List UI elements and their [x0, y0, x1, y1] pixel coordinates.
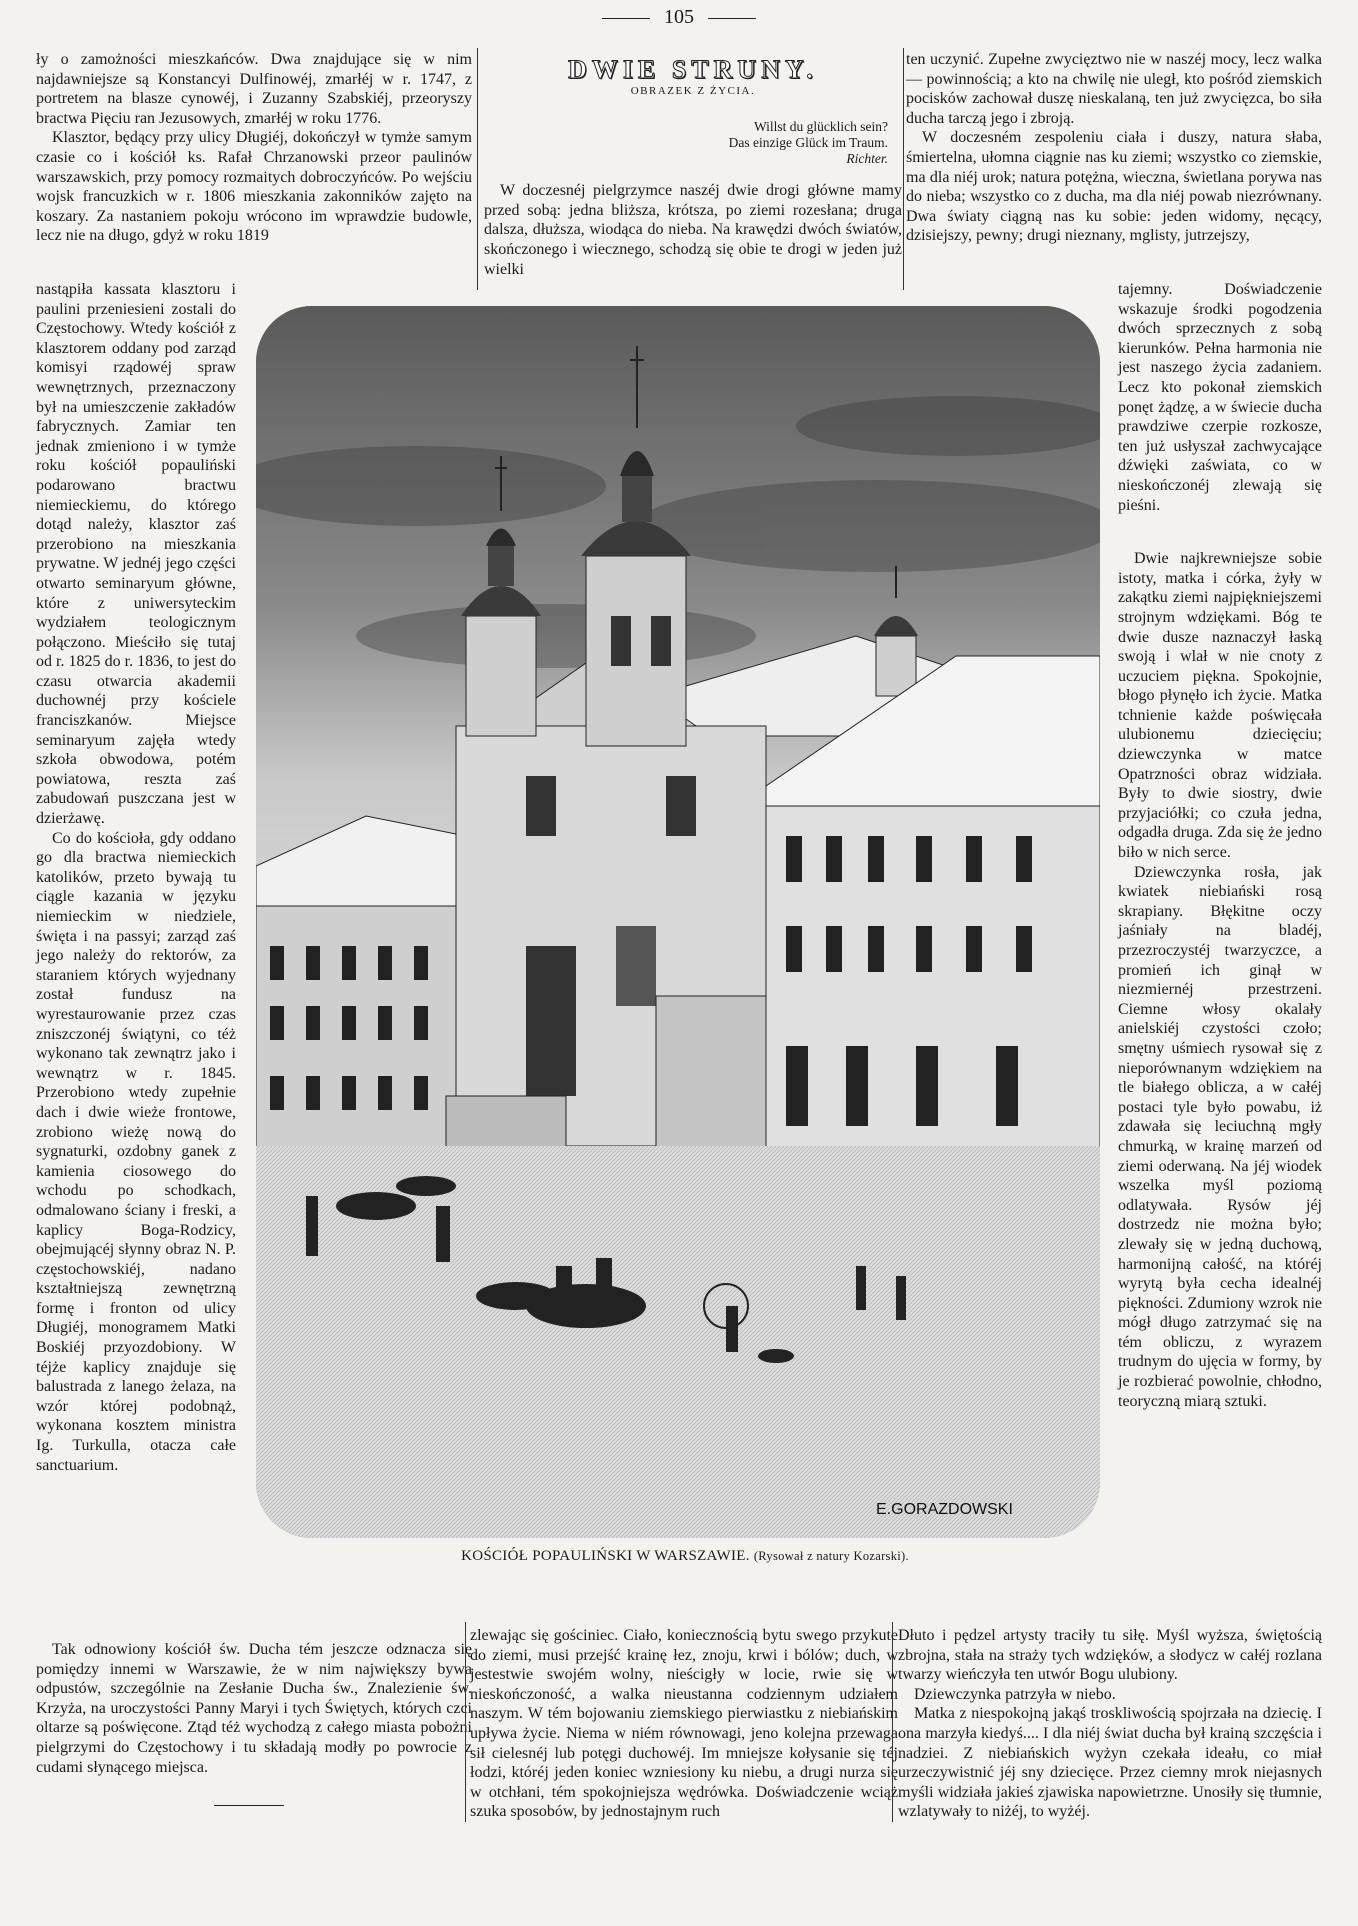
paragraph: ły o zamożności mieszkańców. Dwa znajdujące się w nim najdawniejsze są Konstancyi Dulfinowéj, zmarłéj w r. 1747, z portretem na blasze cynowéj, i Zuzanny Szabskiéj, przeoryszy bractwa Pięciu ran Jezusowych, zmarłéj w roku 1776. [36, 51, 472, 127]
paragraph: zlewając się gościniec. Ciało, koniecznością bytu swego przykute do ziemi, musi przejść krainę łez, znoju, krwi i bólów; duch, w jestestwie swojém wolny, nieścigły w locie, rwie się w nieskończoność, a walka nieustanna codziennym udziałem naszym. W tém bojowaniu ziemskiego pierwiastku z niebiańskim upływa życie. Niema w niém równowagi, jeno kolejna przewaga sił cielesnéj lub potęgi duchowéj. Im mniejsze kołysanie się téj łodzi, któréj jeden koniec wzniesiony ku niebu, a drugi nurza się w otchłani, tém spokojniejsza wędrówka. Doświadczenie wciąż szuka sposobów, by jednostajnym ruch [470, 1627, 898, 1821]
epigraph-author: Richter. [846, 151, 888, 167]
header-rule-left [602, 18, 650, 19]
paragraph: W doczesnéj pielgrzymce naszéj dwie drogi główne mamy przed sobą: jedna bliższa, krótsza, po ziemi rozesłana; druga dalsza, dłuższa, wiodąca do nieba. Na krawędzi dwóch światów, skończonego i wiecznego, schodzą się obie te drogi w jeden już wielki [484, 182, 902, 278]
page-number-header [0, 6, 1358, 29]
caption-title: KOŚCIÓŁ POPAULIŃSKI W WARSZAWIE. [461, 1548, 750, 1564]
section-end-rule [214, 1805, 284, 1806]
left-column-side [36, 280, 236, 1475]
column-rule-left-bottom [465, 1622, 466, 1822]
paragraph: Co do kościoła, gdy oddano go dla bractwa niemieckich katolików, przeto bywają tu ciągle kazania w języku niemieckim w niedziele, święta i na passyi; zarząd zaś jego należy do rektorów, za staraniem których wyjednany został fundusz na wyrestaurowanie przez czas zniszczonéj świątyni, co téż wykonano tak zewnątrz jako i wewnątrz w r. 1845. Przerobiono wtedy zupełnie dach i dwie wieże frontowe, zrobiono wieżę nową do sygnaturki, ozdobny ganek z kamienia ciosowego do wchodu po schodkach, odmalowano ściany i freski, a kaplicy Boga-Rodzicy, obejmującéj słynny obraz N. P. częstochowskiéj, nadano kształtniejszą zewnętrzną formę i fronton od ulicy Długiéj, monogramem Matki Boskiéj przyozdobiony. W téjże kaplicy znajduje się balustrada z lanego żelaza, na wzór której podobnąż, wykonana kosztem ministra Ig. Turkulla, otacza całe sanctuarium. [36, 829, 236, 1474]
right-column-bottom [898, 1626, 1322, 1822]
paragraph: ten uczynić. Zupełne zwycięztwo nie w naszéj mocy, lecz walka — powinnością; a kto na chwilę nie uległ, kto pośród ziemskich pocisków zachował duszę nieskalaną, ten już zwycięzca, bo siła ducha tarczą jego i zbroją. [906, 51, 1322, 127]
right-column-top [906, 50, 1322, 246]
church-engraving [256, 306, 1100, 1538]
header-rule-right [708, 18, 756, 19]
article-subtitle: OBRAZEK Z ŻYCIA. [630, 84, 756, 97]
epigraph-line: Das einzige Glück im Traum. [728, 135, 888, 151]
illustration-caption [250, 1548, 1120, 1565]
paragraph: Tak odnowiony kościół św. Ducha tém jeszcze odznacza się pomiędzy innemi w Warszawie, że w nim największy bywa odpustów, szczególnie na Zesłanie Ducha św., Znalezienie św. Krzyża, na uroczystości Panny Maryi i tych Świętych, których czci oltarze są poświęcone. Ztąd téż wychodzą z całego miasta pobożni pielgrzymi do Częstochowy i tu składają modły po powrocie z cudami słynącego miejsca. [36, 1641, 472, 1776]
middle-column-bottom [470, 1626, 898, 1822]
paragraph: Dziewczynka rosła, jak kwiatek niebiański rosą skrapiany. Błękitne oczy jaśniały na bladéj, przezroczystéj twarzyczce, a promień ich ginął w niezmiernéj przestrzeni. Ciemne włosy okalały anielskiéj czystości czoło; smętny uśmiech rysował się z nieporównanym wdziękiem na tle białego oblicza, a w całéj postaci tyle było powabu, iż zdawała się leciuchną mgły chmurką, w krainę marzeń od ziemi oderwaną. Na jéj wiodek wszelka myśl poziomą odlatywała. Rysów jéj dostrzedz nie można było; zlewały się w jedną duchową, harmonijną całość, na któréj wyrytą była cecha idealnéj piękności. Zdumiony wzrok nie mógł długo zatrzymać się na tém obliczu, z wyrazem trudnym do ujęcia w formy, by je rozbierać powolnie, chłodno, teoryczną miarą sztuki. [1118, 863, 1322, 1410]
article-title: DWIE STRUNY. [568, 55, 818, 84]
paragraph: Dłuto i pędzel artysty traciły tu siłę. Myśl wyższa, świętością zbrojna, stała na straży tych wdzięków, a słodycz w całéj rozlana twarzy wieńczyła ten utwór Bogu ulubiony. [898, 1627, 1322, 1684]
epigraph [484, 119, 888, 167]
column-rule-left-top [477, 48, 478, 290]
epigraph-line: Willst du glücklich sein? [753, 119, 888, 135]
left-building [256, 816, 466, 1166]
column-rule-right-top [903, 48, 904, 290]
paragraph: Dwie najkrewniejsze sobie istoty, matka i córka, żyły w zakątku ziemi najpiękniejszemi strojnym wdziękami. Bóg te dwie dusze naznaczył łaską swoją i wlał w nie cnoty z uczuciem piękna. Spokojnie, błogo płynęło ich życie. Matka tchnienie każde poświęcała ulubionemu dziecięciu; dziewczynka w matce Opatrzności obraz widziała. Były to dwie siostry, dwie przyjaciółki; co czuła jedna, odgadła druga. Zda się że jedno biło w nich serce. [1118, 550, 1322, 862]
paragraph: tajemny. Doświadczenie wskazuje środki pogodzenia dwóch sprzecznych z sobą kierunków. Pełna harmonia nie jest naszego życia zadaniem. Lecz kto pokonał ziemskich ponęt żądzę, a w świecie ducha prawdziwe czerpie rozkosze, ten już usłyszał zachwycające dźwięki zaświata, co w nieskończonéj zlewają się pieśni. [1118, 281, 1322, 514]
caption-credit: (Rysował z natury Kozarski). [753, 1549, 909, 1563]
paragraph: W doczesném zespoleniu ciała i duszy, natura słaba, śmiertelna, ułomna ciągnie nas ku ziemi; wszystko co ziemskie, ma dla niéj urok; natura potężna, wieczna, świetlana porywa nas do nieba; wszystko co z ducha, ma dla niéj powab niezrównany. Dwa światy ciągną nas ku sobie: jeden widomy, nęcący, dzisiejszy, pewny; drugi nieznany, mglisty, jutrzejszy, [906, 129, 1322, 245]
right-column-side [1118, 280, 1322, 1411]
engraving-drawing [256, 306, 1100, 1538]
paragraph: nastąpiła kassata klasztoru i paulini przeniesieni zostali do Częstochowy. Wtedy kościół z klasztorem oddany pod zarząd komisyi rządowéj spraw wewnętrznych, przeznaczony był na umieszczenie zakładów fabrycznych. Zamiar ten jednak zmieniono i w tymże roku kościół popauliński podarowano bractwu niemieckiemu, do którego dotąd należy, klasztor zaś przerobiono na mieszkania prywatne. W jednéj jego części otwarto seminaryum główne, które z uniwersyteckim wydziałem teologicznym połączono. Mieściło się tutaj od r. 1825 do r. 1836, to jest do czasu otwarcia akademii duchownéj przy kościele franciszkanów. Miejsce seminaryum zajęła wtedy szkoła obwodowa, potém powiatowa, reszta zaś zabudowań puszczana jest w dzierżawę. [36, 281, 236, 828]
left-column-bottom [36, 1640, 472, 1777]
artist-signature: E.GORAZDOWSKI [876, 1501, 1013, 1518]
page-number: 105 [664, 6, 694, 28]
paragraph: Klasztor, będący przy ulicy Długiéj, dokończył w tymże samym czasie co i kościół ks. Rafał Chrzanowski przeor paulinów warszawskich, przy pomocy rozmaitych dobroczyńców. Po wejściu wojsk francuzkich w r. 1806 mieszkania zakonników zajęto na koszary. Za nastaniem pokoju wrócono im wprawdzie budowle, lecz nie na długo, gdyż w roku 1819 [36, 129, 472, 245]
left-column-top [36, 50, 472, 246]
paragraph: Dziewczynka patrzyła w niebo. [914, 1685, 1116, 1703]
paragraph: Matka z niespokojną jakąś troskliwością spojrzała na dziecię. I ona marzyła kiedyś.... I dla niéj świat ducha był krainą szczęścia i nadziei. Z niebiańskich wyżyn czekała ideału, co miał urzeczywistnić jéj sny dziecięce. Przez ciemny mrok niejasnych myśli widziała jakieś zjawiska napowietrzne. Unosiły się tłumnie, wzlatywały to niżéj, to wyżéj. [898, 1705, 1322, 1821]
middle-column-top [484, 50, 902, 279]
